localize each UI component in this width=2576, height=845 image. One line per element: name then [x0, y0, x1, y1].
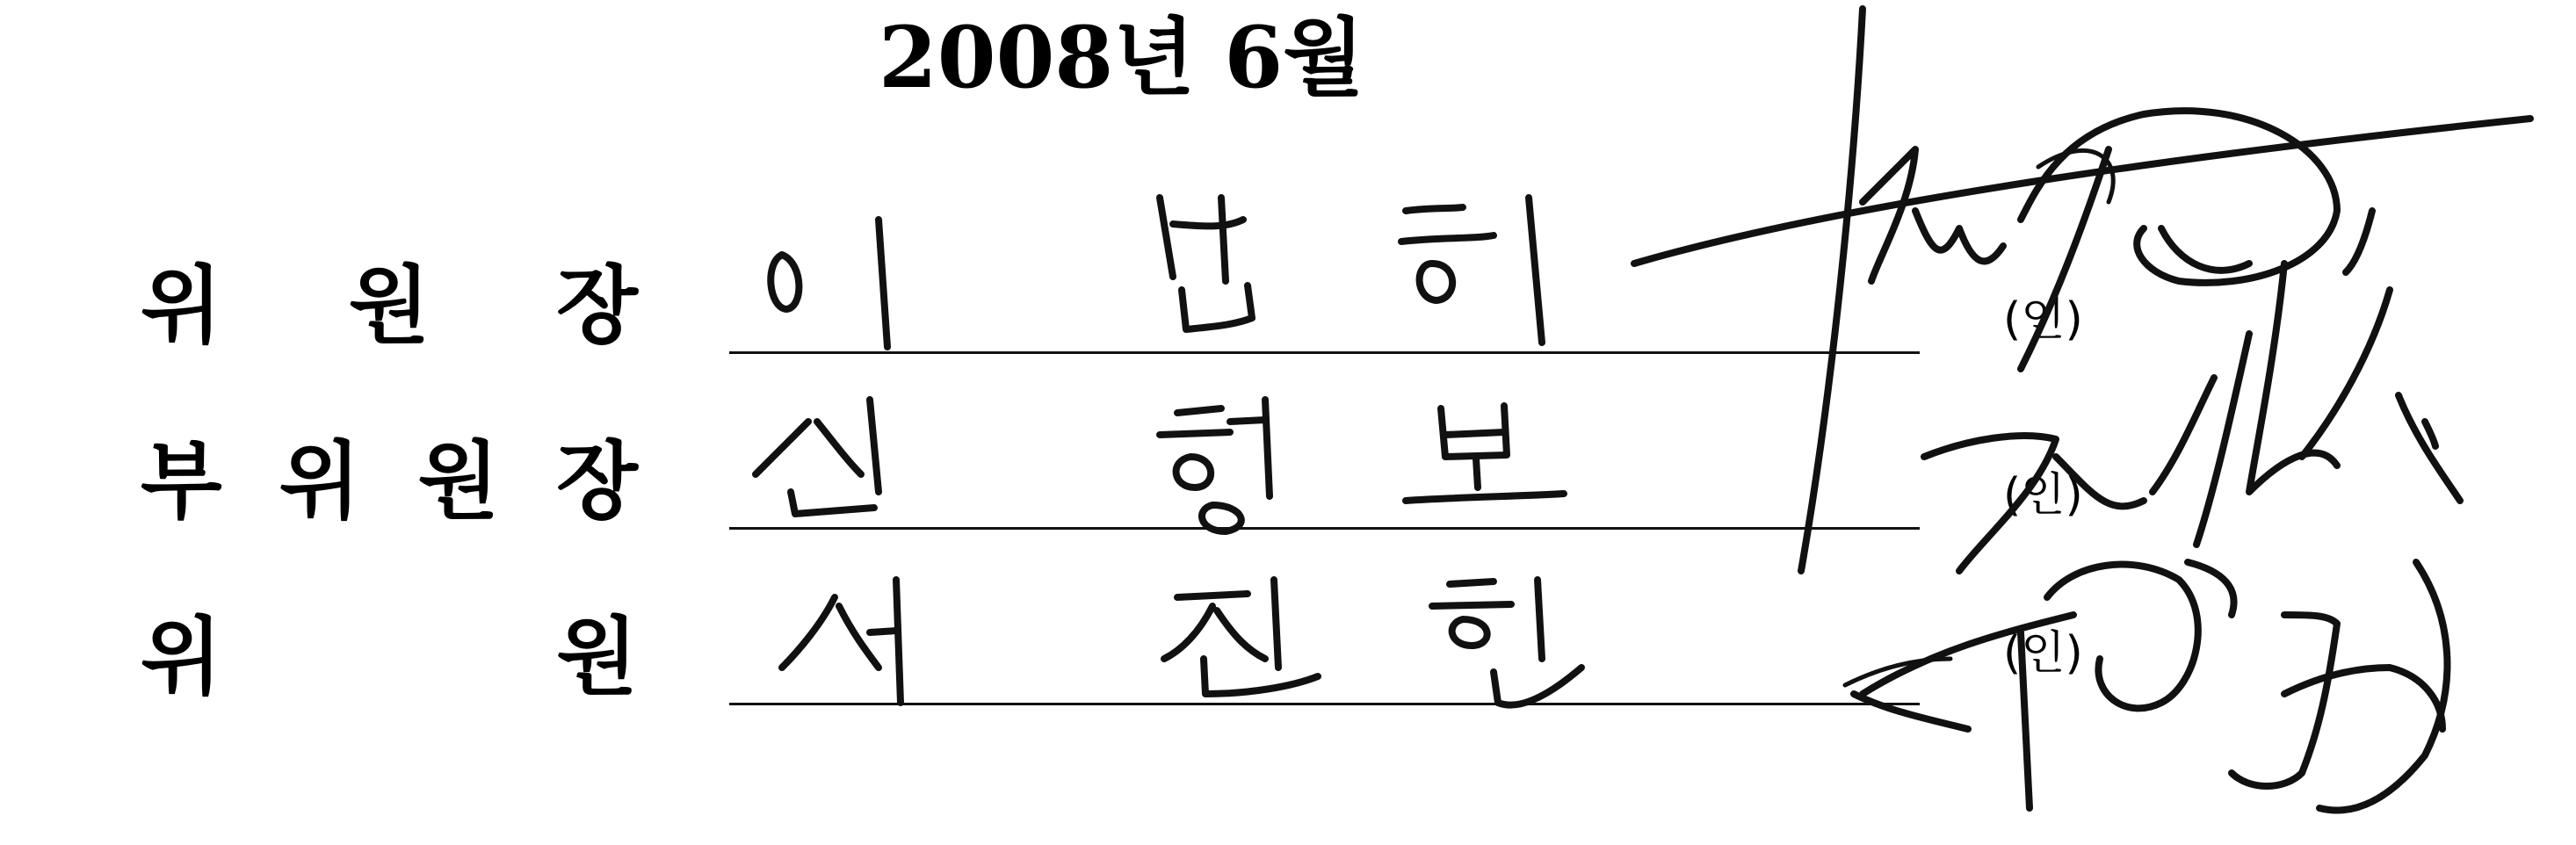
role-char: 원 [556, 608, 638, 706]
seal-mark-chairman: (인) [2003, 293, 2083, 346]
role-label-vice-chairman [141, 432, 638, 531]
role-char: 장 [556, 432, 638, 531]
seal-mark-vice-chairman: (인) [2003, 469, 2083, 522]
seal-mark-member: (인) [2003, 627, 2083, 680]
signature-line-chairman [729, 351, 1920, 354]
role-char: 위 [279, 432, 361, 531]
role-char: 부 [141, 432, 222, 531]
signature-member [1845, 562, 2447, 811]
role-char: 장 [556, 256, 638, 355]
handwritten-name-member [782, 580, 1581, 705]
role-char: 위 [141, 256, 222, 355]
handwritten-name-chairman [771, 198, 1542, 347]
signature-line-member [729, 703, 1920, 705]
role-char: 원 [417, 432, 500, 531]
document-date: 2008년 6월 [879, 8, 1364, 107]
handwritten-name-vice-chairman [756, 400, 1564, 531]
role-label-member [141, 608, 638, 706]
role-label-chairman [141, 256, 638, 355]
role-char: 원 [348, 256, 431, 355]
signature-line-vice-chairman [729, 527, 1920, 530]
role-char: 위 [141, 608, 222, 706]
